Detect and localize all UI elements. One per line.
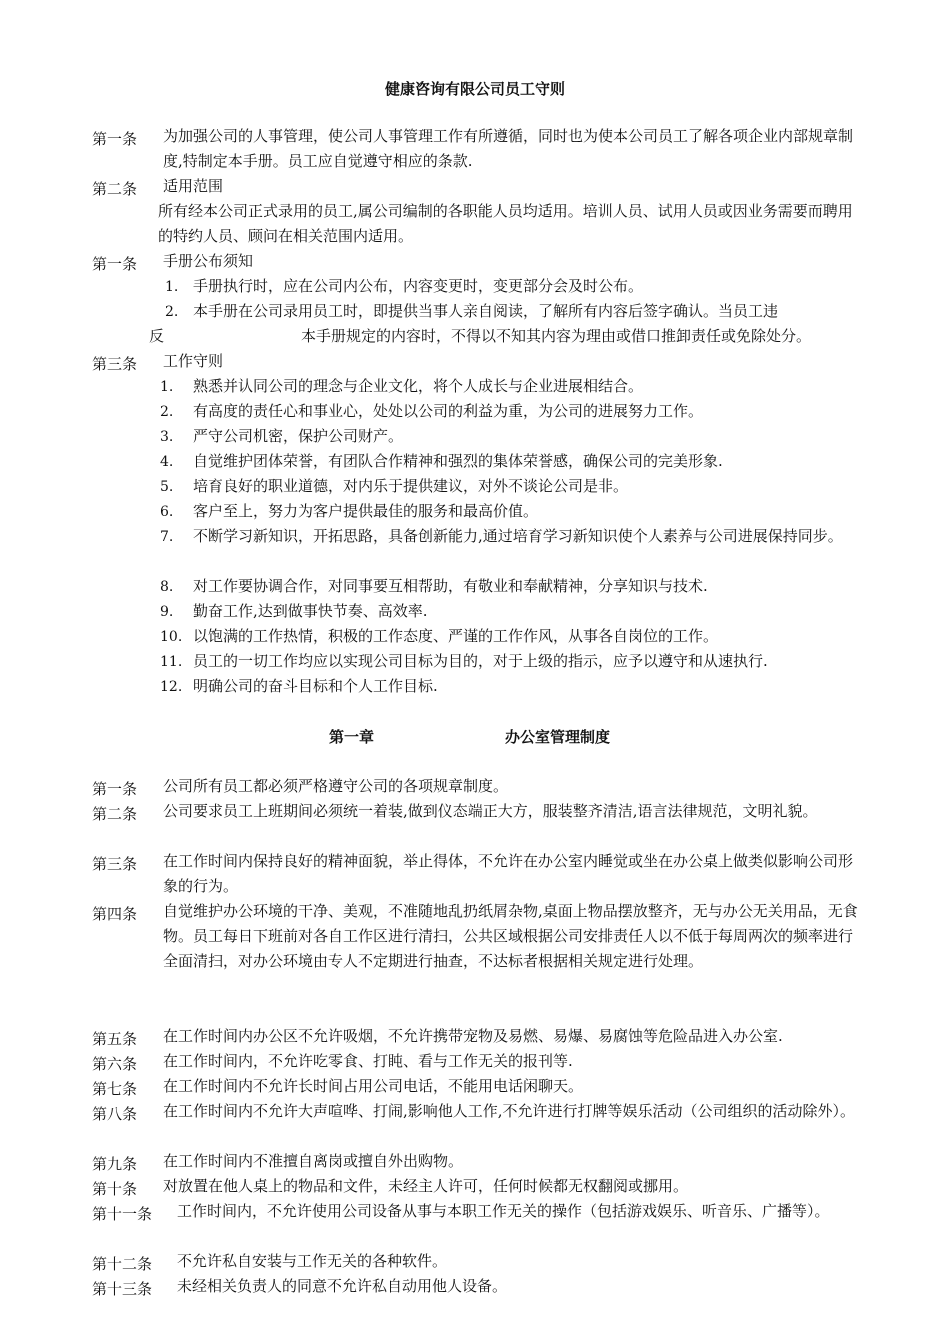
article-text: 在工作时间内保持良好的精神面貌，举止得体，不允许在办公室内睡觉或坐在办公桌上做类似影响公司形象的行为。 — [163, 852, 854, 895]
rule-text: 有高度的责任心和事业心，处处以公司的利益为重，为公司的进展努力工作。 — [193, 402, 704, 420]
rule-number: 3. — [160, 429, 174, 445]
rule-text: 熟悉并认同公司的理念与企业文化，将个人成长与企业进展相结合。 — [193, 377, 644, 395]
list-number: 1. — [165, 279, 179, 295]
article-text: 为加强公司的人事管理，使公司人事管理工作有所遵循，同时也为使本公司员工了解各项企业内部规章制度,特制定本手册。员工应自觉遵守相应的条款. — [163, 127, 854, 170]
chapter-label: 第一章 — [329, 728, 375, 746]
rule-text: 客户至上，努力为客户提供最佳的服务和最高价值。 — [193, 502, 539, 520]
article-label: 第一条 — [92, 255, 138, 273]
rule-number: 1. — [160, 379, 174, 395]
article-text: 不允许私自安装与工作无关的各种软件。 — [177, 1252, 448, 1270]
article-label: 第九条 — [92, 1155, 138, 1173]
article-label: 第十二条 — [92, 1255, 153, 1273]
rule-text: 严守公司机密，保护公司财产。 — [193, 427, 404, 445]
article-label: 第二条 — [92, 805, 138, 823]
article-label: 第六条 — [92, 1055, 138, 1073]
rule-number: 5. — [160, 479, 174, 495]
article-text: 公司所有员工都必须严格遵守公司的各项规章制度。 — [163, 777, 509, 795]
article-label: 第二条 — [92, 180, 138, 198]
article-label: 第八条 — [92, 1105, 138, 1123]
rule-text: 以饱满的工作热情，积极的工作态度、严谨的工作作风，从事各自岗位的工作。 — [193, 627, 719, 645]
rule-number: 4. — [160, 454, 174, 470]
article-heading: 手册公布须知 — [163, 252, 254, 270]
rule-text: 勤奋工作,达到做事快节奏、高效率. — [193, 602, 428, 620]
article-text: 公司要求员工上班期间必须统一着装,做到仪态端正大方，服装整齐清洁,语言法律规范，文明礼貌。 — [163, 802, 818, 820]
list-item-continuation: 本手册规定的内容时，不得以不知其内容为理由或借口推卸责任或免除处分。 — [301, 327, 812, 345]
article-label: 第一条 — [92, 780, 138, 798]
rule-text: 明确公司的奋斗目标和个人工作目标. — [193, 677, 438, 695]
article-text: 自觉维护办公环境的干净、美观，不准随地乱扔纸屑杂物,桌面上物品摆放整齐，无与办公无关用品，无食物。员工每日下班前对各自工作区进行清扫，公共区域根据公司安排责任人以不低于每周两次的频率进行全面清扫，对办公环境由专人不定期进行抽查，不达标者根据相关规定进行处理。 — [163, 902, 858, 970]
rule-number: 9. — [160, 604, 174, 620]
rule-text: 对工作要协调合作，对同事要互相帮助，有敬业和奉献精神，分享知识与技术. — [193, 577, 708, 595]
article-heading: 工作守则 — [163, 352, 224, 370]
article-label: 第三条 — [92, 855, 138, 873]
article-text: 工作时间内，不允许使用公司设备从事与本职工作无关的操作（包括游戏娱乐、听音乐、广播等）。 — [177, 1202, 830, 1220]
article-heading: 适用范围 — [163, 177, 224, 195]
rule-number: 12. — [160, 679, 183, 695]
article-text: 在工作时间内，不允许吃零食、打盹、看与工作无关的报刊等. — [163, 1052, 573, 1070]
article-label: 第十三条 — [92, 1280, 153, 1298]
rule-text: 员工的一切工作均应以实现公司目标为目的，对于上级的指示，应予以遵守和从速执行. — [193, 652, 768, 670]
article-label: 第五条 — [92, 1030, 138, 1048]
article-text: 在工作时间内不允许长时间占用公司电话，不能用电话闲聊天。 — [163, 1077, 584, 1095]
list-item-text: 手册执行时，应在公司内公布，内容变更时，变更部分会及时公布。 — [193, 277, 644, 295]
rule-number: 10. — [160, 629, 183, 645]
rule-number: 11. — [160, 654, 183, 670]
rule-number: 8. — [160, 579, 174, 595]
document-title: 健康咨询有限公司员工守则 — [384, 80, 565, 98]
rule-text: 培育良好的职业道德，对内乐于提供建议，对外不谈论公司是非。 — [193, 477, 629, 495]
article-text: 未经相关负责人的同意不允许私自动用他人设备。 — [177, 1277, 508, 1295]
article-text: 在工作时间内不准擅自离岗或擅自外出购物。 — [163, 1152, 464, 1170]
rule-number: 6. — [160, 504, 174, 520]
chapter-title: 办公室管理制度 — [505, 728, 611, 746]
list-item-text: 本手册在公司录用员工时，即提供当事人亲自阅读，了解所有内容后签字确认。当员工违 — [193, 302, 779, 320]
article-label: 第十条 — [92, 1180, 138, 1198]
article-text: 所有经本公司正式录用的员工,属公司编制的各职能人员均适用。培训人员、试用人员或因业务需要而聘用的特约人员、顾问在相关范围内适用。 — [158, 202, 853, 245]
article-text: 在工作时间内不允许大声喧哗、打闹,影响他人工作,不允许进行打牌等娱乐活动（公司组织的活动除外）。 — [163, 1102, 856, 1120]
article-label: 第一条 — [92, 130, 138, 148]
list-number: 2. — [165, 304, 179, 320]
article-label: 第四条 — [92, 905, 138, 923]
rule-number: 2. — [160, 404, 174, 420]
list-item-continuation: 反 — [149, 327, 165, 345]
article-label: 第十一条 — [92, 1205, 153, 1223]
rule-number: 7. — [160, 529, 174, 545]
rule-text: 不断学习新知识，开拓思路，具备创新能力,通过培育学习新知识使个人素养与公司进展保持同步。 — [193, 527, 843, 545]
article-label: 第七条 — [92, 1080, 138, 1098]
article-text: 对放置在他人桌上的物品和文件，未经主人许可，任何时候都无权翻阅或挪用。 — [163, 1177, 689, 1195]
rule-text: 自觉维护团体荣誉，有团队合作精神和强烈的集体荣誉感，确保公司的完美形象. — [193, 452, 723, 470]
article-label: 第三条 — [92, 355, 138, 373]
article-text: 在工作时间内办公区不允许吸烟，不允许携带宠物及易燃、易爆、易腐蚀等危险品进入办公室. — [163, 1027, 783, 1045]
